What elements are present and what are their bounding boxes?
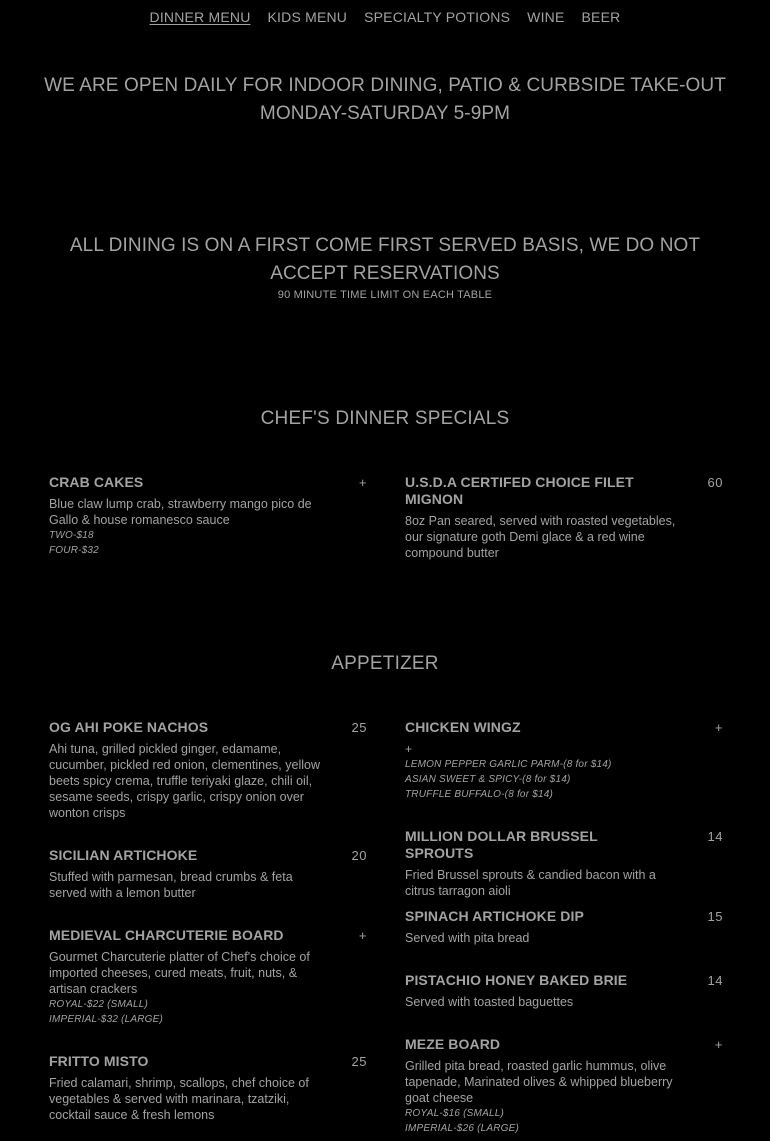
menu-item-poke-nachos <box>49 719 367 821</box>
item-description: Fried calamari, shrimp, scallops, chef choice of vegetables & served with marinara, tzatziki, cocktail sauce & fresh lemons <box>49 1076 309 1122</box>
item-price: 14 <box>707 973 723 988</box>
item-description: Blue claw lump crab, strawberry mango pico de Gallo & house romanesco sauce <box>49 497 312 527</box>
item-price: + <box>358 475 367 490</box>
reservation-line-1: ALL DINING IS ON A FIRST COME FIRST SERVED BASIS, WE DO NOT <box>69 235 701 256</box>
item-name: MEZE BOARD <box>405 1036 501 1052</box>
reservation-line-2: ACCEPT RESERVATIONS <box>270 263 500 284</box>
menu-item-fritto-misto <box>49 1053 367 1123</box>
item-option: TWO-$18 <box>49 530 94 541</box>
menu-item-sicilian-artichoke <box>49 847 367 901</box>
menu-item-meze-board <box>405 1036 723 1136</box>
hours-line-1: WE ARE OPEN DAILY FOR INDOOR DINING, PATIO & CURBSIDE TAKE-OUT <box>44 75 726 96</box>
item-price: 60 <box>707 475 723 490</box>
hours-line-2: MONDAY-SATURDAY 5-9PM <box>259 103 511 124</box>
item-name: OG AHI POKE NACHOS <box>49 719 209 735</box>
item-description: Gourmet Charcuterie platter of Chef's choice of imported cheeses, cured meats, fruit, nuts, & artisan crackers <box>49 950 310 996</box>
nav-kids-menu[interactable]: KIDS MENU <box>267 9 348 25</box>
item-description: Ahi tuna, grilled pickled ginger, edamame, cucumber, pickled red onion, clementines, yellow beets spicy crema, truffle teriyaki glaze, chili oil, sesame seeds, crispy garlic, crispy onion over wonton crisps <box>49 742 320 820</box>
item-price: 25 <box>351 1054 367 1069</box>
item-price: 20 <box>351 848 367 863</box>
item-description: Stuffed with parmesan, bread crumbs & feta served with a lemon butter <box>49 870 293 900</box>
item-description: 8oz Pan seared, served with roasted vegetables, our signature goth Demi glace & a red wine compound butter <box>405 514 676 560</box>
item-price: 15 <box>707 909 723 924</box>
nav-beer[interactable]: BEER <box>581 9 621 25</box>
specials-title: CHEF'S DINNER SPECIALS <box>260 408 510 429</box>
item-name: SPINACH ARTICHOKE DIP <box>405 908 584 924</box>
item-option: ROYAL-$16 (SMALL) <box>405 1108 504 1119</box>
item-plus-marker: + <box>405 742 413 756</box>
item-option: FOUR-$32 <box>49 545 99 556</box>
item-name: MEDIEVAL CHARCUTERIE BOARD <box>49 927 284 943</box>
item-price: 14 <box>707 829 723 844</box>
item-name: CHICKEN WINGZ <box>405 719 521 735</box>
item-name: CRAB CAKES <box>49 474 144 490</box>
item-name: MILLION DOLLAR BRUSSEL SPROUTS <box>405 828 598 861</box>
menu-item-spinach-artichoke-dip <box>405 908 723 946</box>
time-limit-note: 90 MINUTE TIME LIMIT ON EACH TABLE <box>277 289 493 301</box>
item-price: 25 <box>351 720 367 735</box>
nav-wine[interactable]: WINE <box>527 9 565 25</box>
menu-item-filet-mignon <box>405 474 723 561</box>
item-option: IMPERIAL-$32 (LARGE) <box>49 1014 164 1025</box>
menu-nav <box>0 9 770 25</box>
menu-item-brussel-sprouts <box>405 828 723 899</box>
item-description: Served with toasted baguettes <box>405 995 574 1009</box>
menu-item-charcuterie-board <box>49 927 367 1027</box>
menu-item-crab-cakes <box>49 474 367 558</box>
item-description: Served with pita bread <box>405 931 530 945</box>
item-description: Grilled pita bread, roasted garlic hummus, olive tapenade, Marinated olives & whipped blueberry goat cheese <box>405 1059 673 1105</box>
item-option: ASIAN SWEET & SPICY-(8 for $14) <box>405 774 571 785</box>
appetizer-title: APPETIZER <box>331 653 439 674</box>
item-name: FRITTO MISTO <box>49 1053 149 1069</box>
menu-item-chicken-wingz <box>405 719 723 802</box>
menu-item-baked-brie <box>405 972 723 1010</box>
nav-dinner-menu[interactable]: DINNER MENU <box>149 9 251 25</box>
nav-specialty-potions[interactable]: SPECIALTY POTIONS <box>364 9 511 25</box>
item-name: SICILIAN ARTICHOKE <box>49 847 198 863</box>
item-price: + <box>714 720 723 735</box>
item-name: PISTACHIO HONEY BAKED BRIE <box>405 972 628 988</box>
item-option: ROYAL-$22 (SMALL) <box>49 999 148 1010</box>
hours-banner <box>40 72 730 128</box>
item-price: + <box>358 928 367 943</box>
item-option: IMPERIAL-$26 (LARGE) <box>405 1123 520 1134</box>
item-name: U.S.D.A CERTIFED CHOICE FILET MIGNON <box>405 474 634 507</box>
item-description: Fried Brussel sprouts & candied bacon with a citrus tarragon aioli <box>405 868 656 898</box>
reservation-banner <box>40 232 730 288</box>
item-option: TRUFFLE BUFFALO-(8 for $14) <box>405 789 554 800</box>
item-option: LEMON PEPPER GARLIC PARM-(8 for $14) <box>405 759 612 770</box>
item-price: + <box>714 1037 723 1052</box>
